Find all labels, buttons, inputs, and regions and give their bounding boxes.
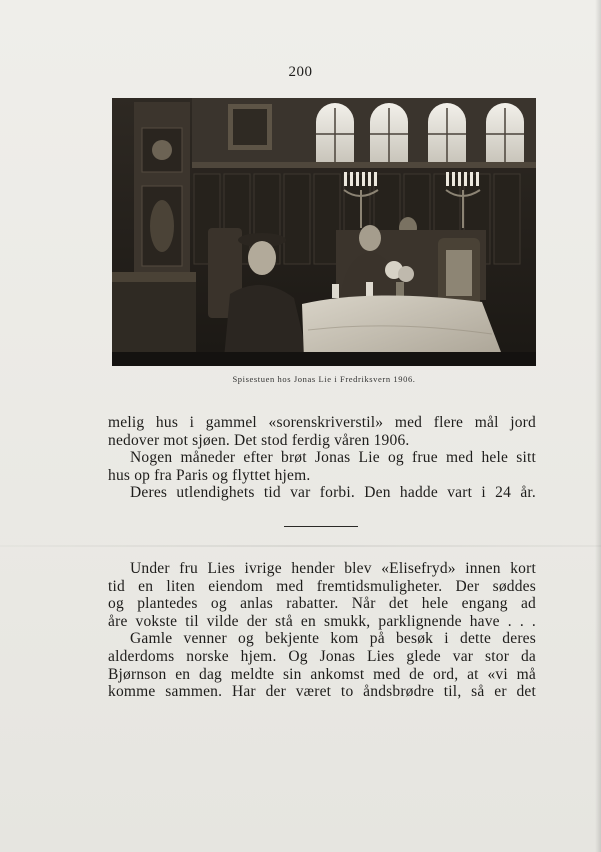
text-line: komme sammen. Har der været to åndsbrødre til, så er det — [108, 683, 536, 701]
section-divider — [284, 526, 358, 527]
text-line: Bjørnson en dag meldte sin ankomst med de ord, at «vi må — [108, 665, 536, 683]
photo-caption: Spisestuen hos Jonas Lie i Fredriksvern 1906. — [232, 374, 416, 384]
text-line: melig hus i gammel «sorenskriverstil» med flere mål jord — [108, 414, 536, 431]
text-line: Nogen måneder efter brøt Jonas Lie og frue med hele sitt — [130, 449, 536, 467]
text-line: åre vokste til vilde der stå en smukk, parklignende have . . . — [108, 612, 536, 630]
paper-fold-line — [0, 545, 601, 547]
text-line: og plantedes og anlas rabatter. Når det hele engang ad — [108, 595, 536, 613]
text-block-1 — [108, 414, 536, 502]
text-line: tid en liten eiendom med fremtidsmuligheter. Der søddes — [108, 577, 536, 595]
text-block-2 — [108, 560, 536, 701]
text-line: Deres utlendighets tid var forbi. Den hadde vart i 24 år. — [130, 484, 536, 502]
text-line: nedover mot sjøen. Det stod ferdig våren 1906. — [108, 431, 410, 449]
text-line: alderdoms norske hjem. Og Jonas Lies glede var stor da — [108, 647, 536, 665]
page-edge-shadow — [595, 0, 601, 852]
dining-room-photograph — [112, 98, 536, 366]
text-line: Gamle venner og bekjente kom på besøk i dette deres — [130, 630, 536, 648]
text-line: hus op fra Paris og flyttet hjem. — [108, 466, 311, 484]
page-number: 200 — [288, 64, 313, 80]
text-line: Under fru Lies ivrige hender blev «Elisefryd» innen kort — [130, 560, 536, 577]
